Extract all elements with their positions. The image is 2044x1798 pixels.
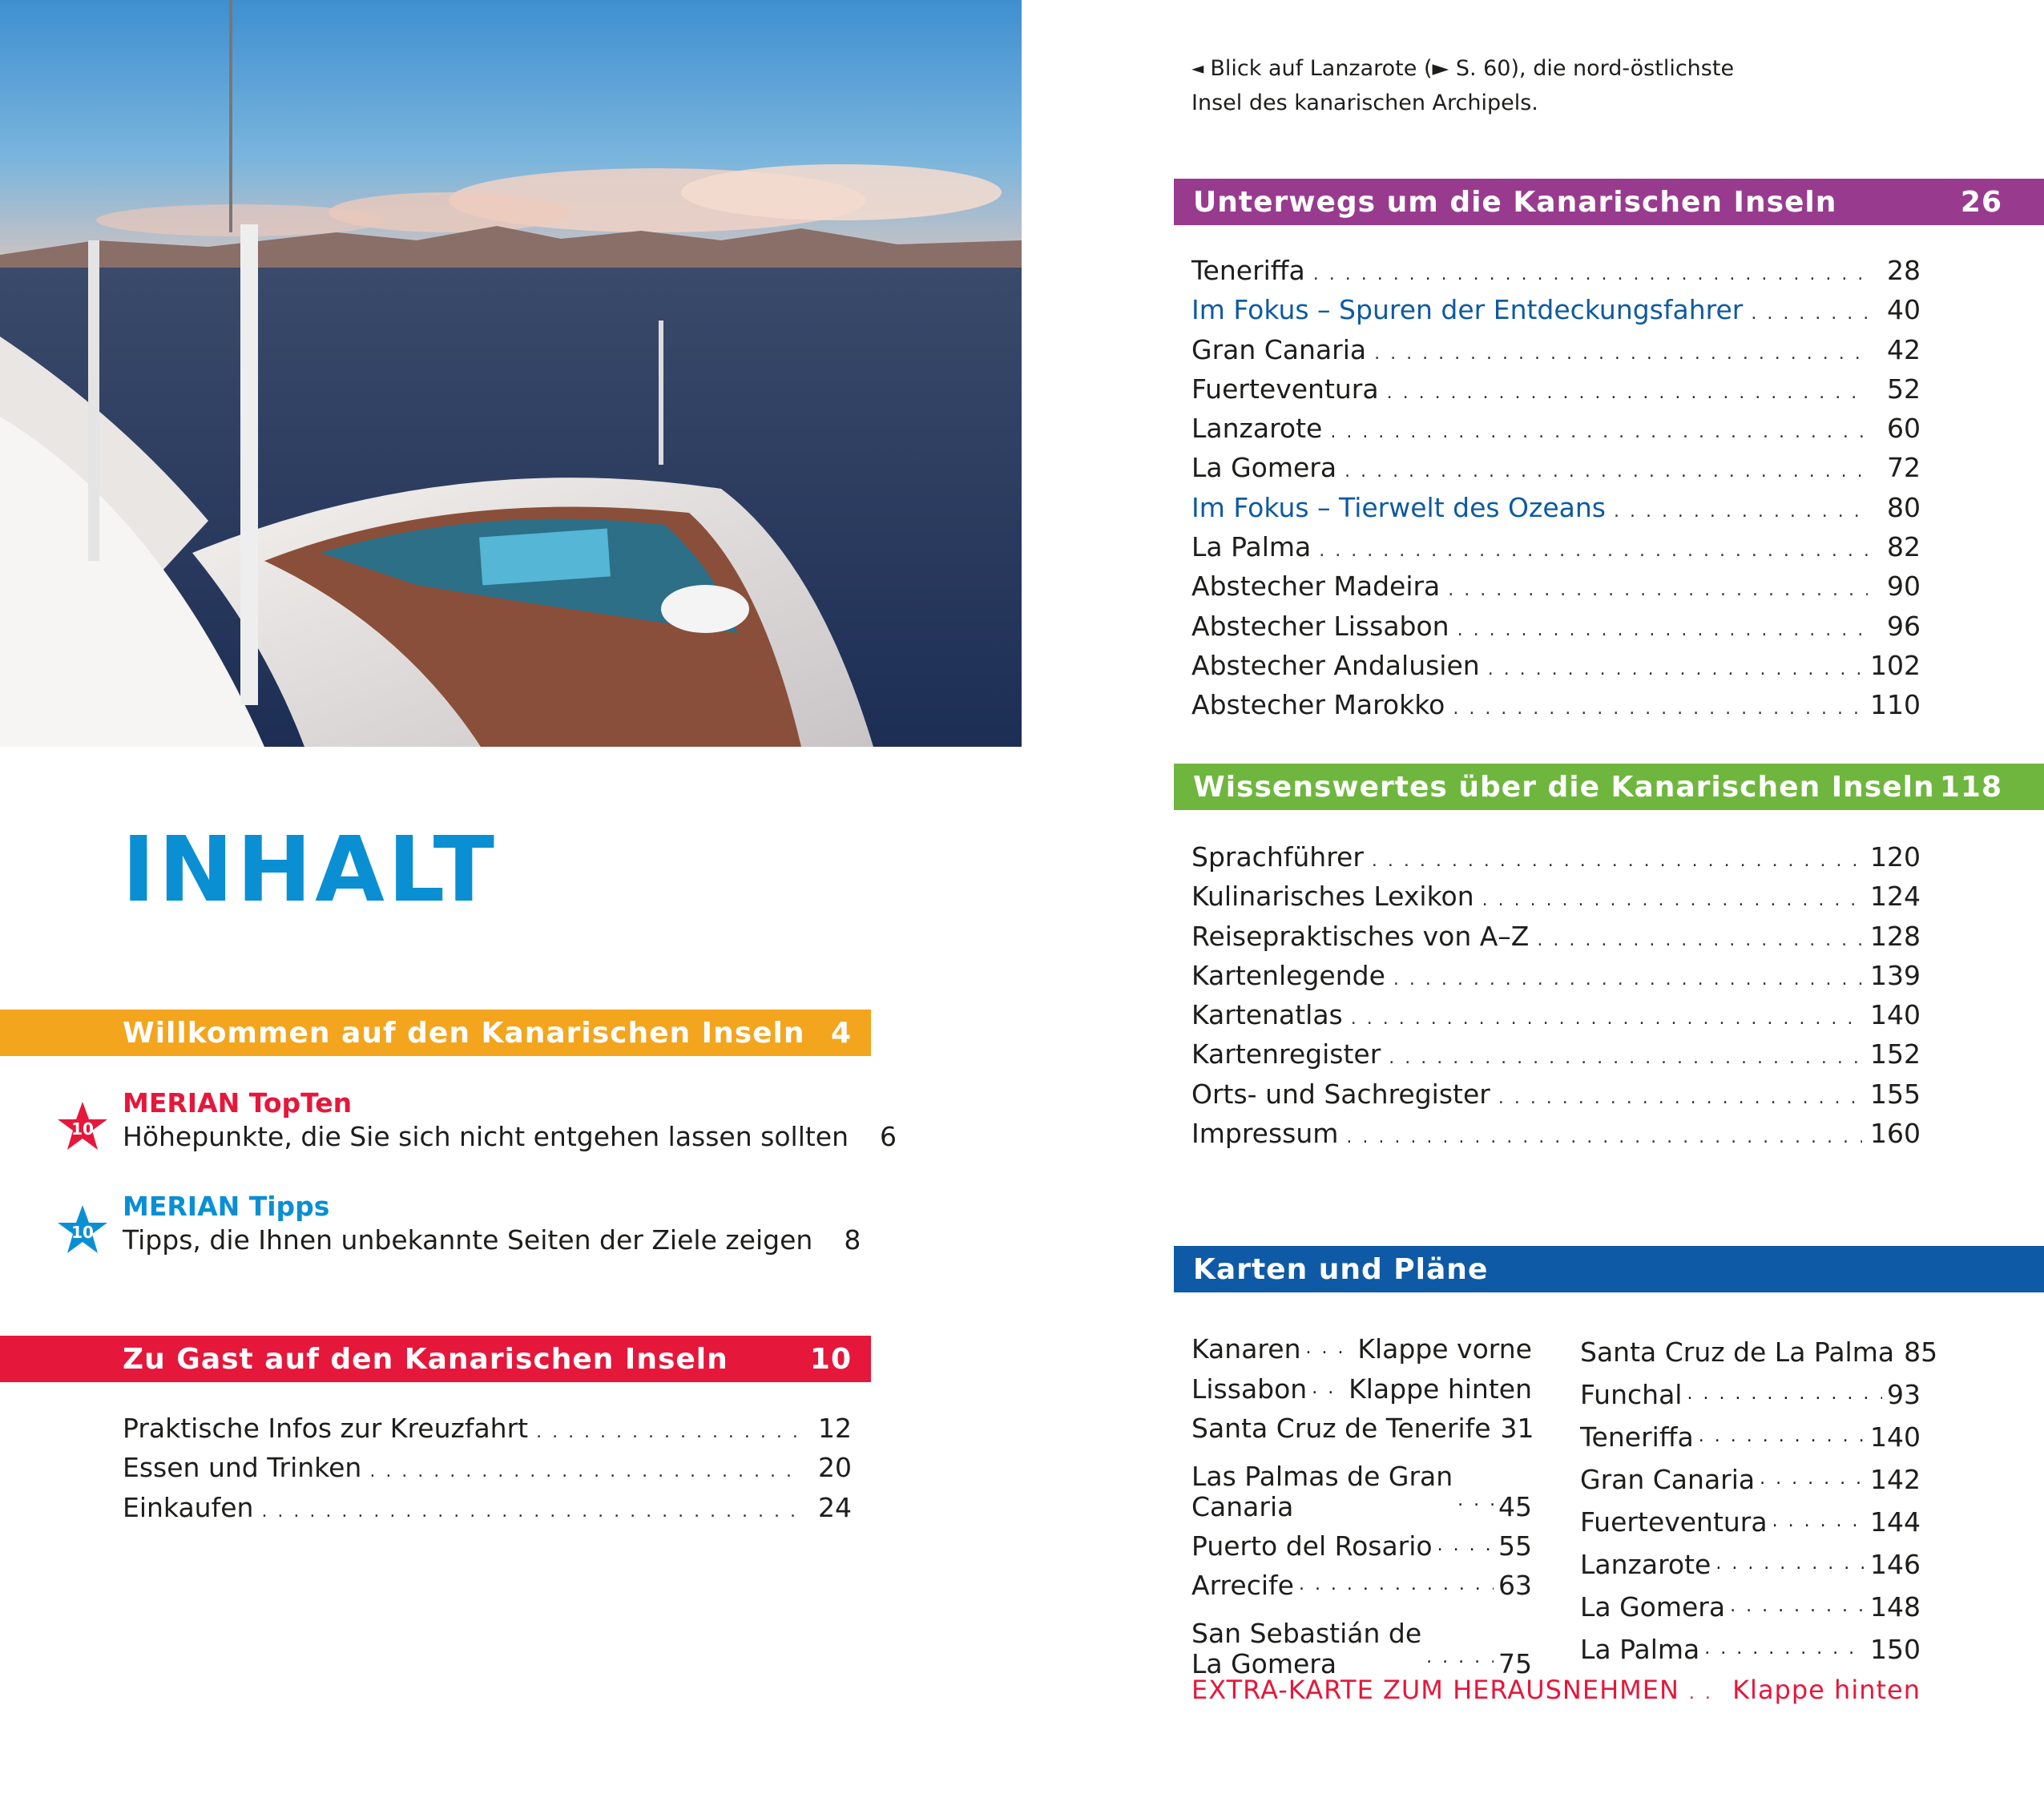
merian-topten-label: Höhepunkte, die Sie sich nicht entgehen lassen sollten xyxy=(123,1121,849,1152)
toc-entry[interactable] xyxy=(1191,255,1921,294)
toc-entry[interactable] xyxy=(1191,413,1921,452)
map-entry[interactable] xyxy=(1580,1368,1921,1410)
map-entry-page: 85 xyxy=(1904,1336,1938,1368)
toc-entry[interactable] xyxy=(1191,1118,1921,1157)
toc-entry-page: 96 xyxy=(1887,610,1921,642)
map-entry-label: La Palma xyxy=(1580,1634,1700,1665)
toc-entry-page: 128 xyxy=(1870,920,1921,952)
section-title: Willkommen auf den Kanarischen Inseln xyxy=(123,1016,805,1050)
map-entry-label: Teneriffa xyxy=(1580,1421,1694,1453)
toc-entry-label: La Gomera xyxy=(1191,452,1337,484)
toc-entry-page: 24 xyxy=(818,1491,852,1523)
map-entry[interactable] xyxy=(1191,1444,1532,1522)
map-entry-page: 31 xyxy=(1500,1412,1534,1444)
dot-leader xyxy=(1457,620,1868,640)
merian-topten-title: MERIAN TopTen xyxy=(123,1087,353,1119)
toc-entry[interactable] xyxy=(1191,611,1921,650)
dot-leader xyxy=(1453,699,1862,719)
map-entry-label: Fuerteventura xyxy=(1580,1506,1768,1538)
toc-entry-label: Kartenatlas xyxy=(1191,999,1343,1031)
toc-entry[interactable] xyxy=(1191,452,1921,491)
map-entry[interactable] xyxy=(1580,1623,1921,1665)
dot-leader xyxy=(1351,1009,1862,1029)
merian-tipps-entry[interactable] xyxy=(56,1191,861,1263)
map-entry-label: Lanzarote xyxy=(1580,1549,1711,1580)
toc-entry-label: Impressum xyxy=(1191,1118,1339,1150)
toc-entry-label: Kartenregister xyxy=(1191,1038,1381,1070)
map-entry[interactable] xyxy=(1580,1453,1921,1495)
toc-entry[interactable] xyxy=(1191,531,1921,570)
dot-leader xyxy=(1772,1511,1865,1531)
toc-entry-label: Sprachführer xyxy=(1191,841,1364,873)
dot-leader xyxy=(1313,264,1868,284)
toc-entry-page: 90 xyxy=(1887,570,1921,603)
dot-leader xyxy=(261,1502,799,1522)
dot-leader xyxy=(1498,1088,1862,1108)
dot-leader xyxy=(1299,1574,1494,1594)
toc-entry-label: Abstecher Marokko xyxy=(1191,689,1445,721)
section-bar-karten[interactable] xyxy=(1174,1246,2044,1292)
map-entry-page: 93 xyxy=(1887,1379,1921,1410)
map-entry-page: 140 xyxy=(1870,1421,1921,1453)
map-entry-label-line2: La Gomera xyxy=(1191,1648,1337,1680)
map-entry-page: Klappe vorne xyxy=(1357,1333,1532,1365)
toc-entry-page: 80 xyxy=(1887,491,1921,523)
map-entry-page: 45 xyxy=(1498,1490,1532,1522)
map-entry-label: Gran Canaria xyxy=(1580,1464,1756,1495)
section-page: 4 xyxy=(830,1016,852,1050)
toc-entry-label: Orts- und Sachregister xyxy=(1191,1078,1490,1110)
toc-list-wissenswertes xyxy=(1191,841,1921,1157)
extra-karte-label: EXTRA-KARTE ZUM HERAUSNEHMEN xyxy=(1191,1675,1679,1705)
toc-entry-page: 40 xyxy=(1887,294,1921,326)
dot-leader xyxy=(1687,1384,1882,1404)
section-page: 118 xyxy=(1939,770,2002,804)
dot-leader xyxy=(1372,851,1862,871)
merian-tipps-page: 8 xyxy=(844,1224,861,1256)
dot-leader xyxy=(1426,1643,1494,1673)
dot-leader xyxy=(369,1461,799,1482)
merian-tipps-label: Tipps, die Ihnen unbekannte Seiten der Ziele zeigen xyxy=(123,1224,813,1256)
map-entry-label: Arrecife xyxy=(1191,1570,1294,1602)
toc-entry-label: La Palma xyxy=(1191,531,1312,563)
toc-entry[interactable] xyxy=(123,1413,852,1452)
dot-leader xyxy=(1751,304,1868,324)
map-entry-page: Klappe hinten xyxy=(1349,1373,1532,1405)
photo-caption xyxy=(1191,51,1752,120)
dot-leader xyxy=(1448,580,1868,600)
toc-entry[interactable] xyxy=(1191,999,1921,1038)
toc-entry-label: Reisepraktisches von A–Z xyxy=(1191,920,1530,952)
toc-list-gast xyxy=(123,1413,852,1531)
toc-entry-label: Einkaufen xyxy=(123,1491,254,1523)
toc-entry[interactable] xyxy=(1191,841,1921,881)
map-entry-label: Lissabon xyxy=(1191,1373,1308,1405)
star-badge: 10 xyxy=(71,1223,94,1242)
toc-entry-label: Im Fokus – Spuren der Entdeckungsfahrer xyxy=(1191,294,1744,326)
toc-entry-label: Lanzarote xyxy=(1191,413,1323,445)
dot-leader xyxy=(1389,1048,1862,1068)
toc-entry-page: 82 xyxy=(1887,531,1921,563)
dot-leader xyxy=(1345,462,1868,482)
map-entry-label: Funchal xyxy=(1580,1379,1683,1410)
map-entry-page: 55 xyxy=(1498,1530,1532,1562)
section-bar-unterwegs[interactable] xyxy=(1174,179,2044,225)
extra-karte-entry[interactable] xyxy=(1191,1675,1921,1705)
section-bar-willkommen[interactable] xyxy=(0,1010,871,1056)
map-entry[interactable] xyxy=(1191,1601,1532,1679)
dot-leader xyxy=(1730,1596,1865,1616)
map-entry[interactable] xyxy=(1580,1410,1921,1453)
map-entry-label: San Sebastián de xyxy=(1191,1618,1422,1650)
star-badge: 10 xyxy=(71,1119,94,1139)
caption-arrow-icon: ◄ xyxy=(1191,58,1204,78)
toc-entry-page: 12 xyxy=(818,1413,852,1444)
toc-list-unterwegs xyxy=(1191,255,1921,729)
merian-tipps-title: MERIAN Tipps xyxy=(123,1191,330,1222)
section-page: 26 xyxy=(1960,185,2002,219)
map-entry-label: Las Palmas de Gran xyxy=(1191,1460,1453,1492)
star-10-red-icon xyxy=(56,1100,109,1153)
section-title: Wissenswertes über die Kanarischen Inseln xyxy=(1193,770,1935,804)
toc-entry-label: Teneriffa xyxy=(1191,255,1305,286)
dot-leader xyxy=(1704,1639,1865,1659)
dot-leader xyxy=(1715,1554,1865,1574)
toc-entry-page: 28 xyxy=(1887,255,1921,286)
dot-leader xyxy=(1346,1127,1862,1147)
toc-entry-page: 160 xyxy=(1870,1118,1921,1150)
toc-entry[interactable] xyxy=(1191,960,1921,999)
toc-entry-page: 102 xyxy=(1870,649,1921,681)
dot-leader xyxy=(1488,659,1862,679)
section-title: Unterwegs um die Kanarischen Inseln xyxy=(1193,185,1837,219)
toc-entry[interactable] xyxy=(1191,570,1921,610)
map-entry[interactable] xyxy=(1580,1538,1921,1580)
map-entry-label: Santa Cruz de La Palma xyxy=(1580,1336,1895,1368)
toc-entry-page: 60 xyxy=(1887,413,1921,445)
cover-photo xyxy=(0,0,1022,747)
merian-topten-page: 6 xyxy=(880,1121,897,1152)
toc-entry-label: Gran Canaria xyxy=(1191,333,1367,365)
section-title: Zu Gast auf den Kanarischen Inseln xyxy=(123,1342,728,1376)
toc-entry-label: Praktische Infos zur Kreuzfahrt xyxy=(123,1413,529,1444)
toc-entry-page: 52 xyxy=(1887,373,1921,405)
dot-leader xyxy=(1312,1378,1344,1398)
map-entry[interactable] xyxy=(1580,1325,1938,1368)
dot-leader xyxy=(1374,344,1868,364)
section-title: Karten und Pläne xyxy=(1193,1252,1489,1286)
toc-entry[interactable] xyxy=(1191,881,1921,920)
map-entry[interactable] xyxy=(1191,1405,1532,1444)
toc-entry-page: 20 xyxy=(818,1452,852,1484)
map-entry-page: 63 xyxy=(1498,1570,1532,1602)
map-entry-page: 75 xyxy=(1498,1648,1532,1680)
toc-entry-label: Abstecher Andalusien xyxy=(1191,649,1480,681)
toc-entry-page: 152 xyxy=(1870,1038,1921,1070)
toc-entry[interactable] xyxy=(1191,334,1921,373)
karten-list-right xyxy=(1580,1325,1938,1665)
dot-leader xyxy=(1393,970,1862,990)
toc-entry[interactable] xyxy=(1191,1078,1921,1118)
toc-entry-fokus[interactable] xyxy=(1191,492,1921,531)
map-entry-page: 148 xyxy=(1870,1591,1921,1623)
dot-leader xyxy=(1330,422,1868,442)
dot-leader xyxy=(1305,1338,1353,1358)
map-entry-label-line2: Canaria xyxy=(1191,1490,1294,1522)
section-bar-gast[interactable] xyxy=(0,1336,871,1382)
toc-entry[interactable] xyxy=(1191,1038,1921,1078)
map-entry-label: Santa Cruz de Tenerife xyxy=(1191,1412,1491,1444)
dot-leader xyxy=(1537,930,1862,950)
toc-entry[interactable] xyxy=(1191,921,1921,960)
map-entry[interactable] xyxy=(1191,1562,1532,1601)
toc-entry-page: 42 xyxy=(1887,333,1921,365)
toc-entry-page: 139 xyxy=(1870,959,1921,991)
caption-text: Blick auf Lanzarote (► S. 60), die nord-östlichste Insel des kanarischen Archipels. xyxy=(1191,56,1735,115)
merian-topten-entry[interactable] xyxy=(56,1087,897,1159)
map-entry-label: La Gomera xyxy=(1580,1591,1726,1623)
dot-leader xyxy=(1689,1683,1723,1703)
dot-leader xyxy=(1699,1426,1865,1446)
map-entry[interactable] xyxy=(1191,1522,1532,1562)
toc-entry-label: Abstecher Madeira xyxy=(1191,570,1441,603)
toc-entry-label: Fuerteventura xyxy=(1191,373,1379,405)
toc-entry-label: Abstecher Lissabon xyxy=(1191,610,1449,642)
extra-karte-page: Klappe hinten xyxy=(1732,1675,1921,1705)
toc-entry-page: 140 xyxy=(1870,999,1921,1031)
map-entry[interactable] xyxy=(1580,1580,1921,1623)
section-bar-wissenswertes[interactable] xyxy=(1174,764,2044,810)
map-entry[interactable] xyxy=(1191,1365,1532,1404)
toc-entry-page: 124 xyxy=(1870,881,1921,913)
toc-entry-label: Essen und Trinken xyxy=(123,1452,362,1484)
map-entry-page: 142 xyxy=(1870,1464,1921,1495)
map-entry-label: Kanaren xyxy=(1191,1333,1301,1365)
toc-entry-label: Im Fokus – Tierwelt des Ozeans xyxy=(1191,491,1606,523)
toc-entry-label: Kartenlegende xyxy=(1191,959,1385,991)
toc-entry-label: Kulinarisches Lexikon xyxy=(1191,881,1474,913)
karten-list-left xyxy=(1191,1325,1532,1679)
toc-entry[interactable] xyxy=(1191,650,1921,689)
dot-leader xyxy=(1614,502,1868,522)
section-page: 10 xyxy=(809,1342,852,1376)
dot-leader xyxy=(1437,1535,1494,1555)
toc-entry-page: 155 xyxy=(1870,1078,1921,1110)
toc-entry[interactable] xyxy=(1191,689,1921,728)
dot-leader xyxy=(1760,1469,1865,1489)
page-title: INHALT xyxy=(122,818,498,922)
map-entry-label: Puerto del Rosario xyxy=(1191,1530,1433,1562)
dot-leader xyxy=(1319,541,1868,561)
toc-entry-fokus[interactable] xyxy=(1191,294,1921,333)
toc-entry[interactable] xyxy=(123,1492,852,1531)
map-entry-page: 146 xyxy=(1870,1549,1921,1580)
map-entry-page: 144 xyxy=(1870,1506,1921,1538)
toc-entry[interactable] xyxy=(1191,373,1921,413)
dot-leader xyxy=(1482,890,1862,910)
star-10-blue-icon xyxy=(56,1203,109,1256)
toc-entry[interactable] xyxy=(123,1452,852,1491)
toc-entry-page: 110 xyxy=(1870,689,1921,721)
dot-leader xyxy=(536,1422,799,1442)
map-entry[interactable] xyxy=(1580,1495,1921,1538)
toc-entry-page: 72 xyxy=(1887,452,1921,484)
dot-leader xyxy=(1457,1486,1494,1516)
map-entry[interactable] xyxy=(1191,1325,1532,1365)
dot-leader xyxy=(1387,383,1868,403)
map-entry-page: 150 xyxy=(1870,1634,1921,1665)
toc-entry-page: 120 xyxy=(1870,841,1921,873)
